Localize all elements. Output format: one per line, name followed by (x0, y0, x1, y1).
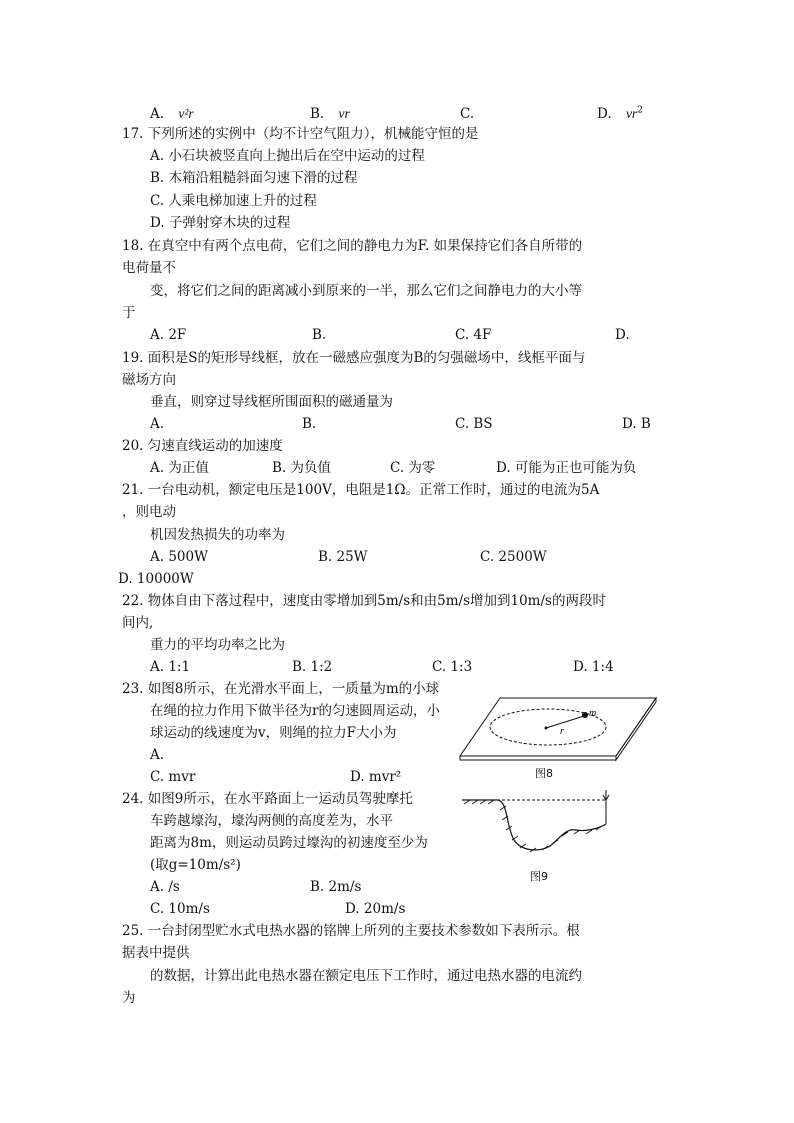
q23-stem-line2: 在绳的拉力作用下做半径为r的匀速圆周运动，小 (150, 703, 440, 719)
figure-8-center-point (545, 727, 548, 730)
figure-9-ditch (462, 786, 622, 862)
q22-option-b: B. 1:2 (292, 659, 333, 675)
q21-stem-line1: 21. 一台电动机，额定电压是100V，电阻是1Ω。正常工作时，通过的电流为5A (122, 482, 600, 498)
q21-option-a: A. 500W (150, 549, 208, 565)
q18-option-d: D. (615, 327, 630, 343)
q16-option-a: A. v²r (150, 106, 194, 122)
q24-stem-line2: 车跨越壕沟，壕沟两侧的高度差为，水平 (150, 813, 393, 829)
q25-stem-line4: 为 (122, 990, 136, 1006)
q21-option-b: B. 25W (318, 549, 368, 565)
q17-option-b: B. 木箱沿粗糙斜面匀速下滑的过程 (150, 170, 358, 186)
q18-option-a: A. 2F (150, 327, 187, 343)
figure-8-caption: 图8 (535, 767, 553, 780)
q23-stem-line1: 23. 如图8所示，在光滑水平面上，一质量为m的小球 (122, 681, 440, 697)
q19-option-a: A. (150, 416, 165, 432)
q16-option-b: B. vr (310, 106, 350, 122)
q20-stem: 20. 匀速直线运动的加速度 (122, 438, 283, 454)
q24-stem-line3: 距离为8m，则运动员跨过壕沟的初速度至少为 (150, 835, 428, 851)
q24-option-c: C. 10m/s (150, 901, 210, 917)
q17-option-a: A. 小石块被竖直向上抛出后在空中运动的过程 (150, 148, 425, 164)
q21-option-d: D. 10000W (118, 571, 194, 587)
q20-option-b: B. 为负值 (272, 460, 332, 476)
q21-option-c: C. 2500W (480, 549, 547, 565)
figure-8-m-label: m (589, 708, 597, 719)
q24-option-a: A. /s (150, 879, 180, 895)
q19-option-b: B. (302, 416, 317, 432)
q22-stem-line3: 重力的平均功率之比为 (150, 637, 285, 653)
q18-stem-line4: 于 (122, 305, 136, 321)
q25-stem-line3: 的数据，计算出此电热水器在额定电压下工作时，通过电热水器的电流约 (150, 968, 582, 984)
q24-stem-line1: 24. 如图9所示，在水平路面上一运动员驾驶摩托 (122, 791, 413, 807)
q25-stem-line2: 据表中提供 (122, 945, 190, 961)
figure-9-caption: 图9 (530, 870, 548, 883)
q22-option-a: A. 1:1 (150, 659, 191, 675)
figure-8-circular-motion (458, 690, 658, 762)
q23-option-c: C. mvr (150, 769, 196, 785)
q16-option-d: D. $vr^2$ (597, 105, 643, 122)
q17-stem: 17. 下列所述的实例中（均不计空气阻力），机械能守恒的是 (122, 126, 479, 142)
figure-9-ditch-profile (462, 800, 606, 850)
q18-option-b: B. (312, 327, 327, 343)
q19-option-d: D. B (622, 416, 651, 432)
q19-stem-line2: 磁场方向 (122, 372, 176, 388)
q23-option-d: D. mvr² (350, 769, 402, 785)
q24-stem-line4: (取g=10m/s²) (150, 857, 241, 873)
q23-option-a: A. (150, 747, 165, 763)
q21-stem-line2: ，则电动 (122, 504, 176, 520)
figure-8-ball (582, 712, 588, 718)
q18-stem-line1: 18. 在真空中有两个点电荷，它们之间的静电力为F. 如果保持它们各自所带的 (122, 238, 583, 254)
q18-stem-line2: 电荷量不 (122, 260, 176, 276)
figure-8-plane (460, 698, 656, 756)
q20-option-c: C. 为零 (390, 460, 436, 476)
q23-stem-line3: 球运动的线速度为v，则绳的拉力F大小为 (150, 725, 397, 741)
q19-option-c: C. BS (455, 416, 493, 432)
q20-option-d: D. 可能为正也可能为负 (496, 460, 637, 476)
q16-option-c: C. (460, 106, 475, 122)
figure-8-r-label: r (560, 726, 564, 737)
q18-stem-line3: 变，将它们之间的距离减小到原来的一半，那么它们之间静电力的大小等 (150, 283, 582, 299)
q19-stem-line1: 19. 面积是S的矩形导线框，放在一磁感应强度为B的匀强磁场中，线框平面与 (122, 350, 586, 366)
q22-stem-line1: 22. 物体自由下落过程中，速度由零增加到5m/s和由5m/s增加到10m/s的两段时 (122, 593, 606, 609)
q25-stem-line1: 25. 一台封闭型贮水式电热水器的铭牌上所列的主要技术参数如下表所示。根 (122, 923, 580, 939)
q17-option-c: C. 人乘电梯加速上升的过程 (150, 193, 317, 209)
q24-option-b: B. 2m/s (310, 879, 362, 895)
q20-option-a: A. 为正值 (150, 460, 209, 476)
q22-option-d: D. 1:4 (573, 659, 614, 675)
figure-8-string (546, 716, 584, 728)
q18-option-c: C. 4F (455, 327, 492, 343)
q16-option-a-expr: v²r (178, 106, 194, 121)
q21-stem-line3: 机因发热损失的功率为 (150, 527, 285, 543)
q24-option-d: D. 20m/s (345, 901, 406, 917)
q19-stem-line3: 垂直，则穿过导线框所围面积的磁通量为 (150, 394, 393, 410)
q22-stem-line2: 间内, (122, 615, 154, 631)
q17-option-d: D. 子弹射穿木块的过程 (150, 215, 291, 231)
q22-option-c: C. 1:3 (432, 659, 473, 675)
figure-9-ground-hatch (464, 800, 602, 852)
